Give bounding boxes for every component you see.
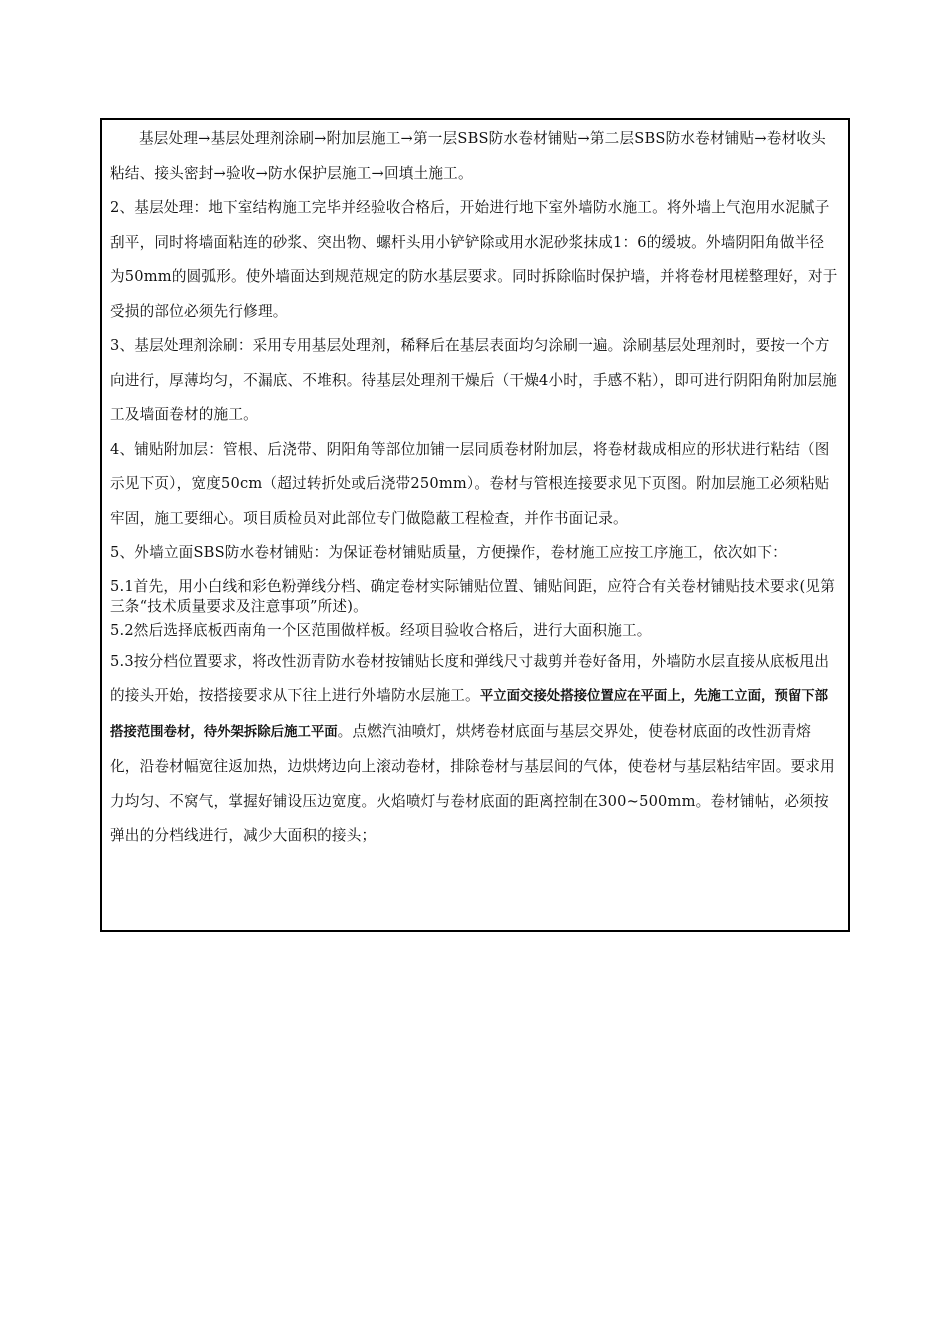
paragraph-step-5-3 — [110, 645, 838, 854]
paragraph-base-treatment: 2、基层处理：地下室结构施工完毕并经验收合格后，开始进行地下室外墙防水施工。将外墙上气泡用水泥腻子刮平，同时将墙面粘连的砂浆、突出物、螺杆头用小铲铲除或用水泥砂浆抹成1：6的缓坡。外墙阴阳角做半径为50mm的圆弧形。使外墙面达到规范规定的防水基层要求。同时拆除临时保护墙，并将卷材甩槎整理好，对于受损的部位必须先行修理。 — [110, 199, 838, 320]
step-5-3-text-end: 。点燃汽油喷灯，烘烤卷材底面与基层交界处，使卷材底面的改性沥青熔化，沿卷材幅宽往返加热，边烘烤边向上滚动卷材，排除卷材与基层间的气体，使卷材与基层粘结牢固。要求用力均匀、不窝气，掌握好铺设压边宽度。火焰喷灯与卷材底面的距离控制在300~500mm。卷材铺帖，必须按弹出的分档线进行，减少大面积的接头； — [110, 722, 835, 844]
paragraph-wall-membrane: 5、外墙立面SBS防水卷材铺贴：为保证卷材铺贴质量，方便操作，卷材施工应按工序施工，依次如下： — [110, 544, 787, 561]
paragraph-step-5-2: 5.2然后选择底板西南角一个区范围做样板。经项目验收合格后，进行大面积施工。 — [110, 621, 652, 639]
document-frame — [100, 118, 850, 932]
step-5-3-text-start: 5.3按分档位置要求，将改性沥青防水卷材按铺贴长度和弹线尺寸裁剪并卷好备用，外墙防水层直接从底板甩出的接头开始，按搭接要求从下往上进行外墙防水层施工。 — [110, 652, 830, 704]
step-5-3-bold-note: 平立面交接处搭接位置应在平面上，先施工立面，预留下部搭接范围卷材，待外架拆除后施工平面 — [110, 689, 829, 740]
paragraph-step-5-1: 5.1首先，用小白线和彩色粉弹线分档、确定卷材实际铺贴位置、铺贴间距，应符合有关卷材铺贴技术要求(见第三条“技术质量要求及注意事项”所述)。 — [110, 577, 836, 615]
paragraph-additional-layer: 4、铺贴附加层：管根、后浇带、阴阳角等部位加铺一层同质卷材附加层，将卷材裁成相应的形状进行粘结（图示见下页），宽度50cm（超过转折处或后浇带250mm）。卷材与管根连接要求见下页图。附加层施工必须粘贴牢固，施工要细心。项目质检员对此部位专门做隐蔽工程检查，并作书面记录。 — [110, 440, 830, 527]
paragraph-process-flow: 基层处理→基层处理剂涂刷→附加层施工→第一层SBS防水卷材铺贴→第二层SBS防水卷材铺贴→卷材收头粘结、接头密封→验收→防水保护层施工→回填土施工。 — [110, 130, 826, 182]
paragraph-primer-application: 3、基层处理剂涂刷：采用专用基层处理剂，稀释后在基层表面均匀涂刷一遍。涂刷基层处理剂时，要按一个方向进行，厚薄均匀，不漏底、不堆积。待基层处理剂干燥后（干燥4小时，手感不粘），即可进行阴阳角附加层施工及墙面卷材的施工。 — [110, 337, 838, 423]
